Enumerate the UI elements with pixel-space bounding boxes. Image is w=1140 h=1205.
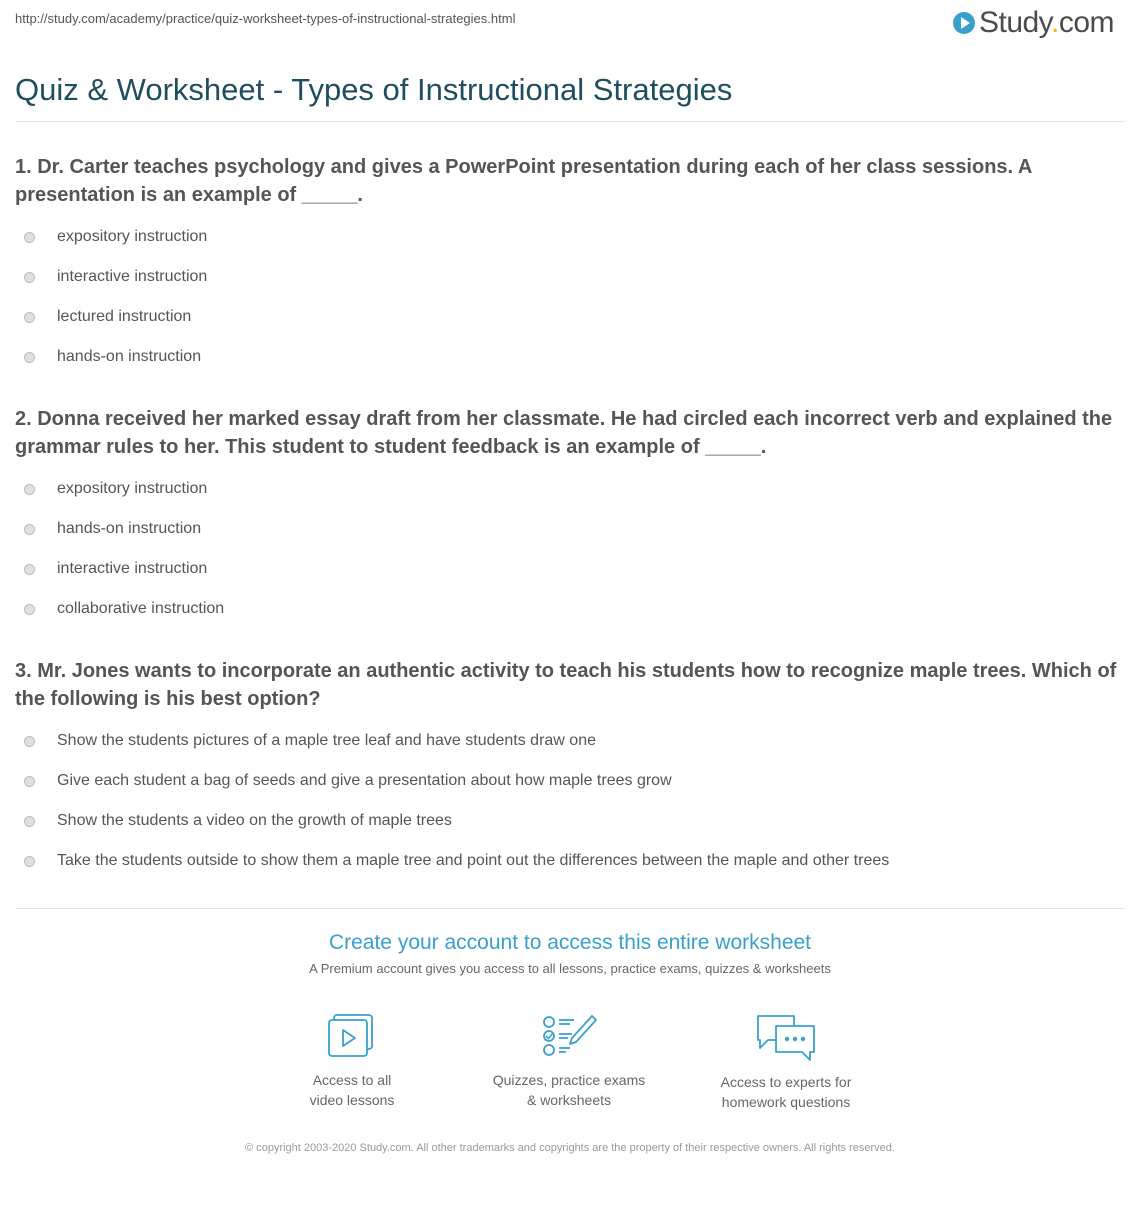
radio-icon[interactable] [24, 352, 35, 363]
radio-icon[interactable] [24, 736, 35, 747]
page-title: Quiz & Worksheet - Types of Instructional Strategies [15, 72, 733, 107]
feature-quizzes [469, 1012, 669, 1110]
question-text: 2. Donna received her marked essay draft from her classmate. He had circled each incorrect verb and explained the grammar rules to her. This student to student feedback is an example of _____. [15, 408, 1113, 458]
video-lesson-icon [325, 1012, 379, 1060]
radio-icon[interactable] [24, 564, 35, 575]
answer-choice[interactable]: expository instruction [15, 469, 1130, 509]
copyright-footer: © copyright 2003-2020 Study.com. All other trademarks and copyrights are the property of their respective owners. All rights reserved. [245, 1142, 895, 1154]
cta-divider [15, 908, 1125, 909]
radio-icon[interactable] [24, 312, 35, 323]
radio-icon[interactable] [24, 776, 35, 787]
radio-icon[interactable] [24, 816, 35, 827]
feature-line: Quizzes, practice exams [492, 1072, 646, 1088]
question-3 [15, 657, 1130, 881]
choice-list [15, 721, 1130, 881]
question-2 [15, 405, 1130, 629]
answer-choice[interactable]: Take the students outside to show them a maple tree and point out the differences between the maple and other trees [15, 841, 1130, 881]
radio-icon[interactable] [24, 232, 35, 243]
answer-choice[interactable]: interactive instruction [15, 549, 1130, 589]
feature-line: video lessons [309, 1092, 395, 1108]
answer-choice[interactable]: Show the students pictures of a maple tree leaf and have students draw one [15, 721, 1130, 761]
radio-icon[interactable] [24, 524, 35, 535]
feature-experts [686, 1012, 886, 1112]
page-url: http://study.com/academy/practice/quiz-worksheet-types-of-instructional-strategies.html [15, 11, 516, 26]
study-logo[interactable] [953, 8, 1114, 38]
answer-choice[interactable]: hands-on instruction [15, 337, 1130, 377]
feature-line: Access to experts for [720, 1074, 852, 1090]
radio-icon[interactable] [24, 484, 35, 495]
feature-line: Access to all [312, 1072, 392, 1088]
quiz-checklist-icon [540, 1012, 598, 1060]
question-1 [15, 153, 1130, 377]
play-logo-icon [953, 12, 975, 34]
question-text: 3. Mr. Jones wants to incorporate an authentic activity to teach his students how to recognize maple trees. Which of the following is his best option? [15, 660, 1117, 710]
title-divider [15, 121, 1125, 122]
radio-icon[interactable] [24, 856, 35, 867]
choice-list [15, 469, 1130, 629]
feature-video-lessons [252, 1012, 452, 1110]
answer-choice[interactable]: hands-on instruction [15, 509, 1130, 549]
feature-line: homework questions [721, 1094, 851, 1110]
radio-icon[interactable] [24, 604, 35, 615]
radio-icon[interactable] [24, 272, 35, 283]
answer-choice[interactable]: expository instruction [15, 217, 1130, 257]
logo-text: Study.com [978, 6, 1114, 39]
answer-choice[interactable]: lectured instruction [15, 297, 1130, 337]
feature-line: & worksheets [526, 1092, 612, 1108]
choice-list [15, 217, 1130, 377]
question-text: 1. Dr. Carter teaches psychology and gives a PowerPoint presentation during each of her class sessions. A presentation is an example of _____. [15, 156, 1032, 206]
cta-subtitle: A Premium account gives you access to all lessons, practice exams, quizzes & worksheets [309, 961, 831, 976]
answer-choice[interactable]: collaborative instruction [15, 589, 1130, 629]
cta-title-link[interactable]: Create your account to access this entire worksheet [328, 931, 812, 954]
chat-bubbles-icon [754, 1012, 818, 1062]
answer-choice[interactable]: interactive instruction [15, 257, 1130, 297]
signup-cta [0, 931, 1140, 976]
answer-choice[interactable]: Show the students a video on the growth of maple trees [15, 801, 1130, 841]
answer-choice[interactable]: Give each student a bag of seeds and give a presentation about how maple trees grow [15, 761, 1130, 801]
